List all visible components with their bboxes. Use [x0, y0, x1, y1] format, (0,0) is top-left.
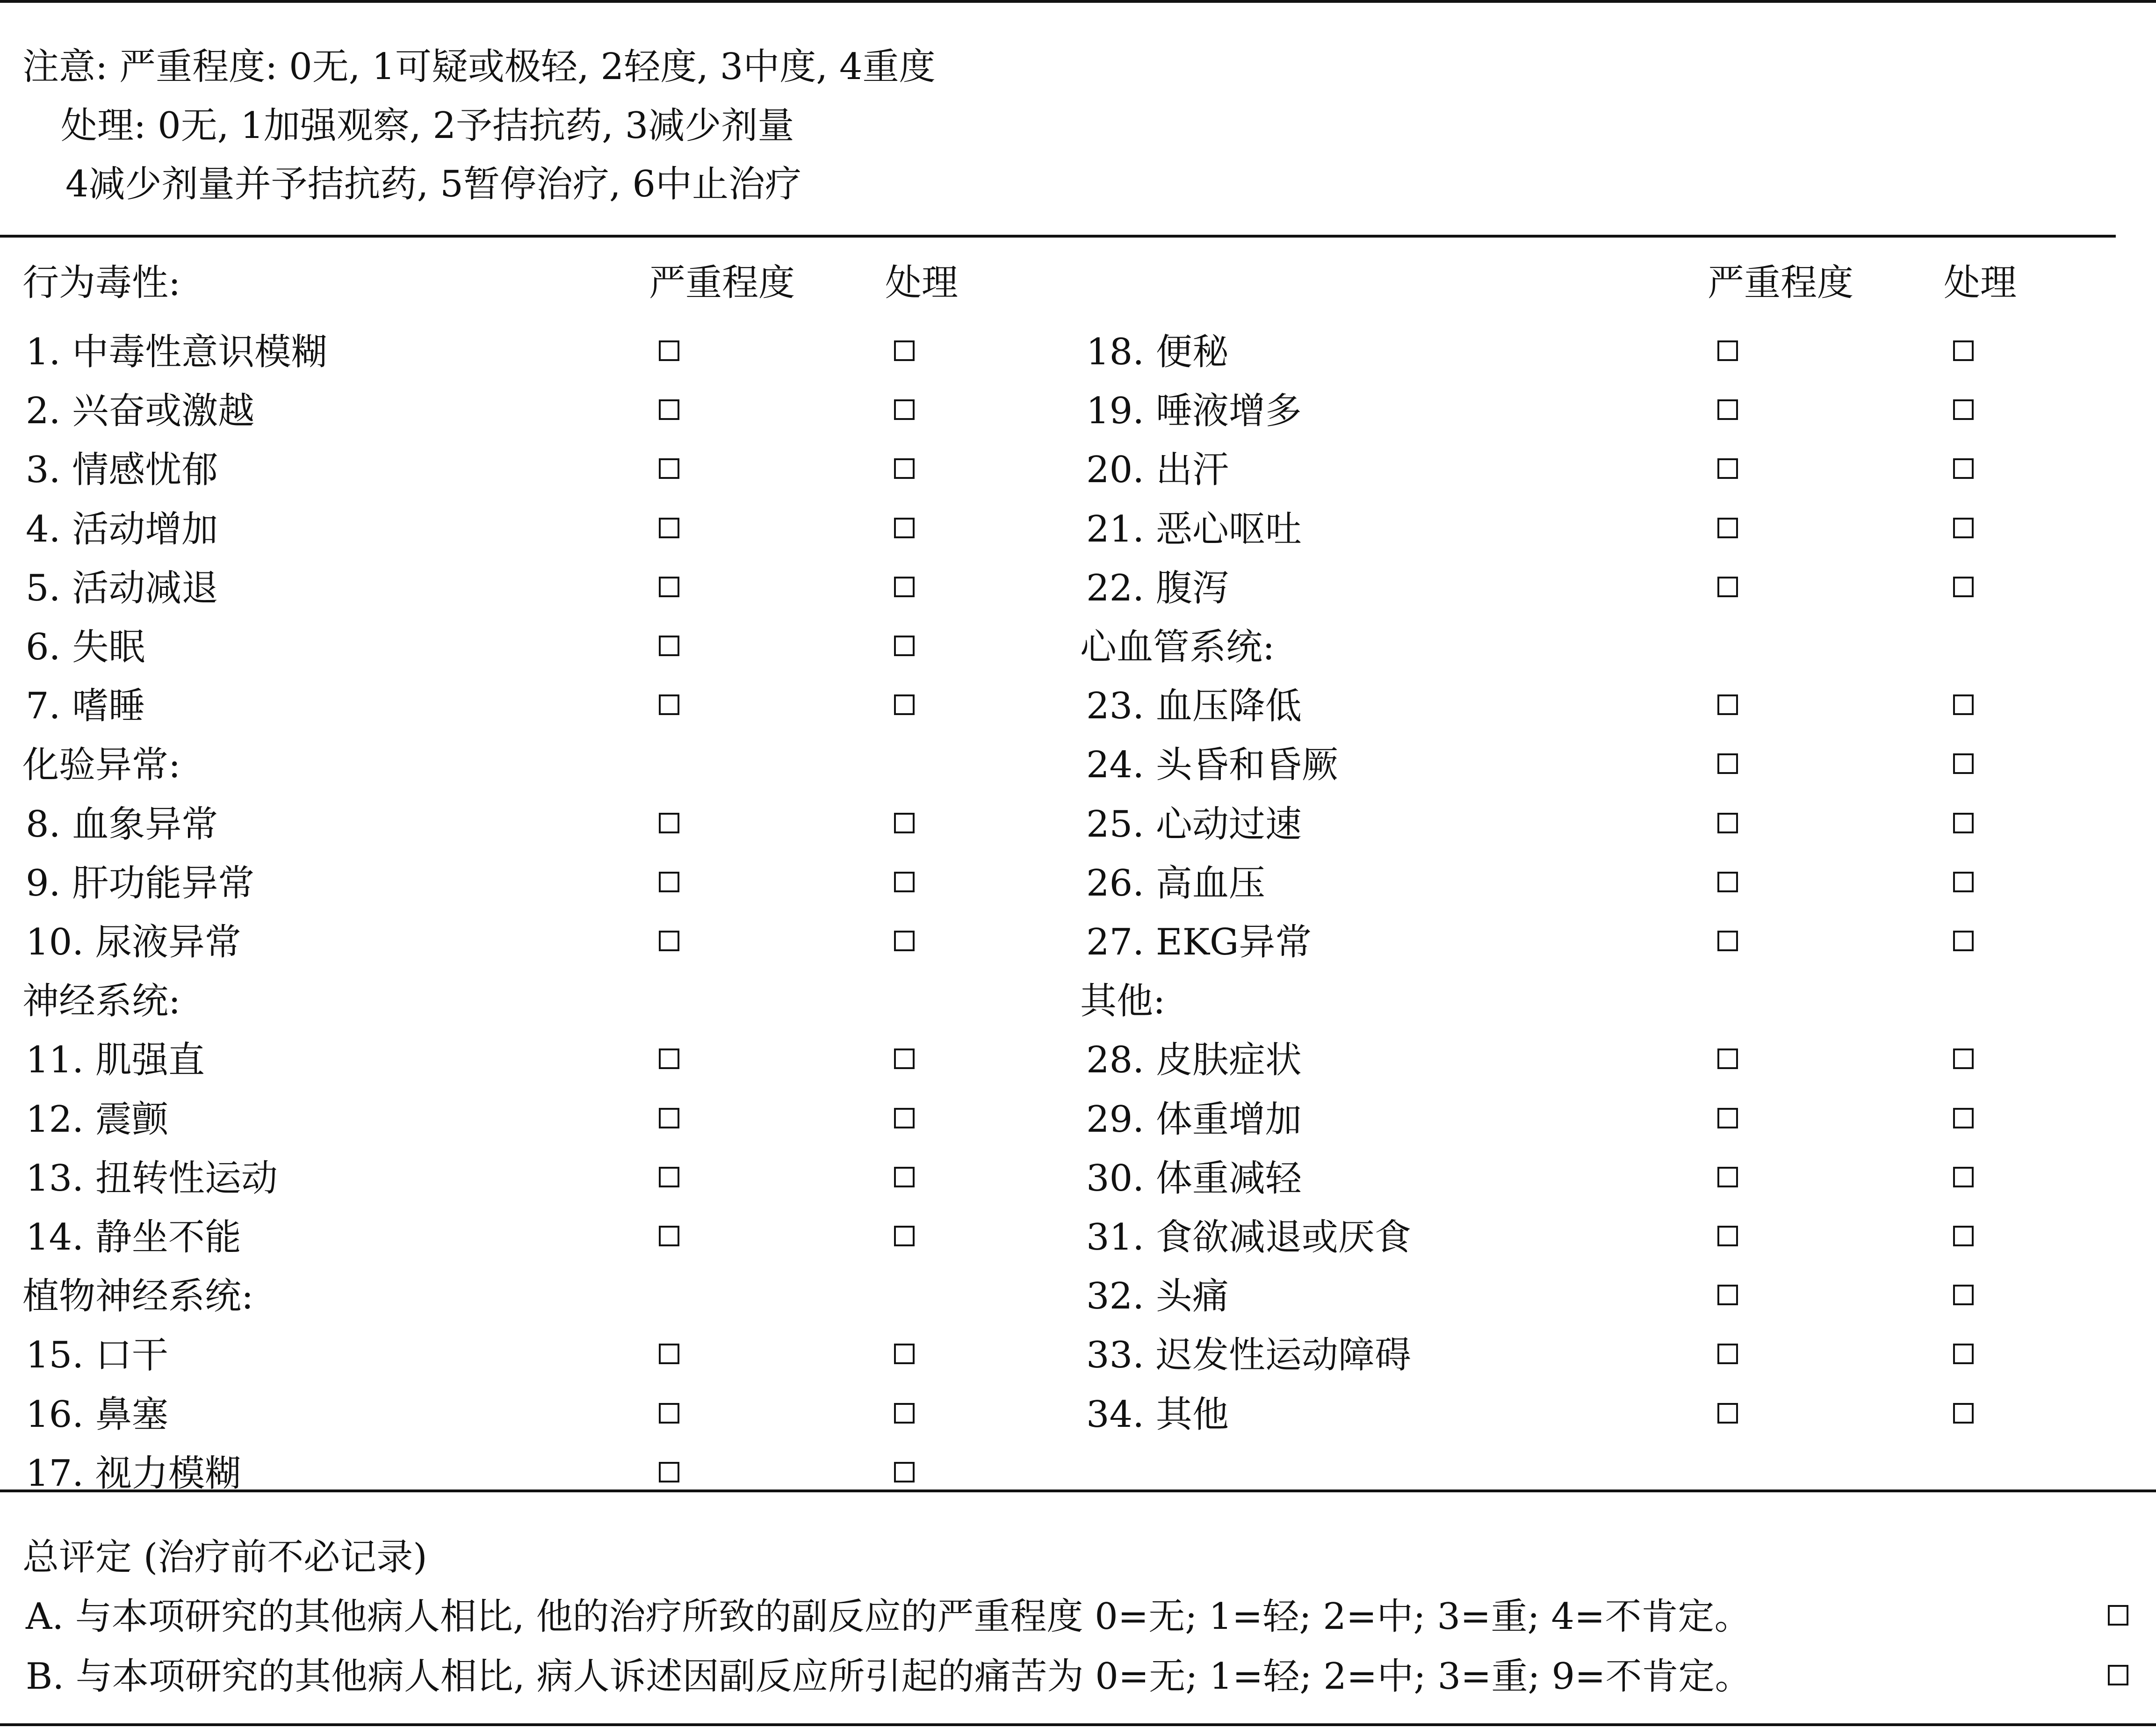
right-severity-checkbox[interactable]	[1717, 1167, 1738, 1187]
left-severity-checkbox[interactable]	[659, 1108, 679, 1128]
left-symptom-label: 4. 活动增加	[26, 508, 218, 550]
left-section-heading: 化验异常:	[22, 744, 181, 787]
left-symptom-label: 5. 活动减退	[26, 567, 218, 609]
left-section-heading: 神经系统:	[22, 980, 181, 1023]
section-heading-behavioral-toxicity: 行为毒性:	[22, 262, 181, 304]
right-severity-checkbox[interactable]	[1717, 1403, 1738, 1424]
right-severity-checkbox[interactable]	[1717, 813, 1738, 833]
right-section-heading: 心血管系统:	[1080, 626, 1275, 668]
column-header-severity-left: 严重程度	[649, 262, 795, 304]
right-treatment-checkbox[interactable]	[1953, 1285, 1974, 1305]
right-treatment-checkbox[interactable]	[1953, 577, 1974, 597]
left-section-heading: 植物神经系统:	[22, 1275, 254, 1318]
right-treatment-checkbox[interactable]	[1953, 1344, 1974, 1364]
left-treatment-checkbox[interactable]	[894, 518, 915, 538]
column-header-severity-right: 严重程度	[1708, 262, 1854, 304]
right-severity-checkbox[interactable]	[1717, 1108, 1738, 1128]
right-symptom-label: 29. 体重增加	[1086, 1098, 1302, 1141]
right-symptom-label: 20. 出汗	[1086, 449, 1229, 492]
right-treatment-checkbox[interactable]	[1953, 518, 1974, 538]
left-severity-checkbox[interactable]	[659, 1226, 679, 1246]
left-symptom-label: 3. 情感忧郁	[26, 449, 218, 492]
right-symptom-label: 27. EKG异常	[1086, 921, 1312, 963]
left-symptom-label: 6. 失眠	[26, 626, 145, 668]
table-bottom-rule	[0, 1489, 2156, 1492]
left-severity-checkbox[interactable]	[659, 636, 679, 656]
column-header-treatment-right: 处理	[1944, 262, 2017, 304]
left-symptom-label: 10. 尿液异常	[26, 921, 241, 963]
right-symptom-label: 26. 高血压	[1086, 862, 1265, 904]
right-treatment-checkbox[interactable]	[1953, 813, 1974, 833]
right-treatment-checkbox[interactable]	[1953, 340, 1974, 361]
left-treatment-checkbox[interactable]	[894, 636, 915, 656]
right-severity-checkbox[interactable]	[1717, 872, 1738, 892]
top-rule	[0, 0, 2156, 3]
left-treatment-checkbox[interactable]	[894, 931, 915, 951]
right-symptom-label: 25. 心动过速	[1086, 803, 1302, 846]
left-severity-checkbox[interactable]	[659, 1344, 679, 1364]
left-symptom-label: 14. 静坐不能	[26, 1216, 241, 1258]
left-symptom-label: 12. 震颤	[26, 1098, 168, 1141]
left-severity-checkbox[interactable]	[659, 458, 679, 479]
right-treatment-checkbox[interactable]	[1953, 1403, 1974, 1424]
left-symptom-label: 11. 肌强直	[26, 1039, 205, 1082]
right-severity-checkbox[interactable]	[1717, 1226, 1738, 1246]
right-symptom-label: 22. 腹泻	[1086, 567, 1229, 609]
left-treatment-checkbox[interactable]	[894, 1226, 915, 1246]
right-treatment-checkbox[interactable]	[1953, 753, 1974, 774]
right-symptom-label: 24. 头昏和昏厥	[1086, 744, 1338, 787]
right-severity-checkbox[interactable]	[1717, 753, 1738, 774]
left-treatment-checkbox[interactable]	[894, 1344, 915, 1364]
treatment-legend-line-2: 4减少剂量并予拮抗药, 5暂停治疗, 6中止治疗	[65, 163, 802, 205]
left-treatment-checkbox[interactable]	[894, 694, 915, 715]
left-severity-checkbox[interactable]	[659, 813, 679, 833]
right-symptom-label: 28. 皮肤症状	[1086, 1039, 1302, 1082]
left-treatment-checkbox[interactable]	[894, 1462, 915, 1482]
left-severity-checkbox[interactable]	[659, 399, 679, 420]
right-symptom-label: 31. 食欲减退或厌食	[1086, 1216, 1411, 1258]
left-treatment-checkbox[interactable]	[894, 872, 915, 892]
right-treatment-checkbox[interactable]	[1953, 458, 1974, 479]
right-treatment-checkbox[interactable]	[1953, 872, 1974, 892]
right-symptom-label: 30. 体重减轻	[1086, 1157, 1302, 1200]
left-severity-checkbox[interactable]	[659, 1048, 679, 1069]
right-symptom-label: 34. 其他	[1086, 1393, 1229, 1436]
right-severity-checkbox[interactable]	[1717, 458, 1738, 479]
right-severity-checkbox[interactable]	[1717, 931, 1738, 951]
right-symptom-label: 19. 唾液增多	[1086, 390, 1302, 433]
right-severity-checkbox[interactable]	[1717, 1285, 1738, 1305]
left-symptom-label: 7. 嗜睡	[26, 685, 145, 728]
right-treatment-checkbox[interactable]	[1953, 931, 1974, 951]
right-symptom-label: 33. 迟发性运动障碍	[1086, 1334, 1411, 1377]
left-symptom-label: 1. 中毒性意识模糊	[26, 331, 328, 373]
right-severity-checkbox[interactable]	[1717, 694, 1738, 715]
right-treatment-checkbox[interactable]	[1953, 694, 1974, 715]
left-treatment-checkbox[interactable]	[894, 340, 915, 361]
right-treatment-checkbox[interactable]	[1953, 1167, 1974, 1187]
overall-a-checkbox[interactable]	[2108, 1605, 2128, 1626]
right-severity-checkbox[interactable]	[1717, 1048, 1738, 1069]
treatment-legend-line-1: 处理: 0无, 1加强观察, 2予拮抗药, 3减少剂量	[61, 105, 794, 147]
right-symptom-label: 32. 头痛	[1086, 1275, 1229, 1318]
right-severity-checkbox[interactable]	[1717, 340, 1738, 361]
right-treatment-checkbox[interactable]	[1953, 1048, 1974, 1069]
left-treatment-checkbox[interactable]	[894, 813, 915, 833]
right-severity-checkbox[interactable]	[1717, 518, 1738, 538]
right-severity-checkbox[interactable]	[1717, 1344, 1738, 1364]
right-treatment-checkbox[interactable]	[1953, 1108, 1974, 1128]
severity-legend: 注意: 严重程度: 0无, 1可疑或极轻, 2轻度, 3中度, 4重度	[22, 46, 936, 88]
left-severity-checkbox[interactable]	[659, 872, 679, 892]
legend-bottom-rule	[0, 235, 2116, 238]
right-symptom-label: 21. 恶心呕吐	[1086, 508, 1302, 550]
left-treatment-checkbox[interactable]	[894, 1403, 915, 1424]
left-severity-checkbox[interactable]	[659, 518, 679, 538]
left-severity-checkbox[interactable]	[659, 1462, 679, 1482]
left-treatment-checkbox[interactable]	[894, 1048, 915, 1069]
right-symptom-label: 23. 血压降低	[1086, 685, 1302, 728]
left-severity-checkbox[interactable]	[659, 577, 679, 597]
overall-item-a: A. 与本项研究的其他病人相比, 他的治疗所致的副反应的严重程度 0=无; 1=轻; 2=中; 3=重; 4=不肯定。	[26, 1596, 1751, 1638]
left-symptom-label: 15. 口干	[26, 1334, 168, 1377]
left-symptom-label: 17. 视力模糊	[26, 1452, 241, 1495]
right-section-heading: 其他:	[1080, 980, 1166, 1023]
left-treatment-checkbox[interactable]	[894, 1108, 915, 1128]
left-symptom-label: 9. 肝功能异常	[26, 862, 255, 904]
overall-b-checkbox[interactable]	[2108, 1665, 2128, 1685]
page-bottom-rule	[0, 1723, 2156, 1726]
overall-item-b: B. 与本项研究的其他病人相比, 病人诉述因副反应所引起的痛苦为 0=无; 1=轻; 2=中; 3=重; 9=不肯定。	[26, 1656, 1752, 1698]
right-treatment-checkbox[interactable]	[1953, 1226, 1974, 1246]
overall-assessment-title: 总评定 (治疗前不必记录)	[22, 1536, 427, 1578]
right-symptom-label: 18. 便秘	[1086, 331, 1229, 373]
left-severity-checkbox[interactable]	[659, 1403, 679, 1424]
left-severity-checkbox[interactable]	[659, 931, 679, 951]
left-symptom-label: 2. 兴奋或激越	[26, 390, 255, 433]
left-severity-checkbox[interactable]	[659, 1167, 679, 1187]
left-symptom-label: 8. 血象异常	[26, 803, 218, 846]
left-treatment-checkbox[interactable]	[894, 577, 915, 597]
column-header-treatment-left: 处理	[885, 262, 959, 304]
right-severity-checkbox[interactable]	[1717, 399, 1738, 420]
left-symptom-label: 13. 扭转性运动	[26, 1157, 278, 1200]
left-symptom-label: 16. 鼻塞	[26, 1393, 168, 1436]
left-treatment-checkbox[interactable]	[894, 458, 915, 479]
right-treatment-checkbox[interactable]	[1953, 399, 1974, 420]
left-treatment-checkbox[interactable]	[894, 1167, 915, 1187]
left-severity-checkbox[interactable]	[659, 340, 679, 361]
left-severity-checkbox[interactable]	[659, 694, 679, 715]
right-severity-checkbox[interactable]	[1717, 577, 1738, 597]
left-treatment-checkbox[interactable]	[894, 399, 915, 420]
